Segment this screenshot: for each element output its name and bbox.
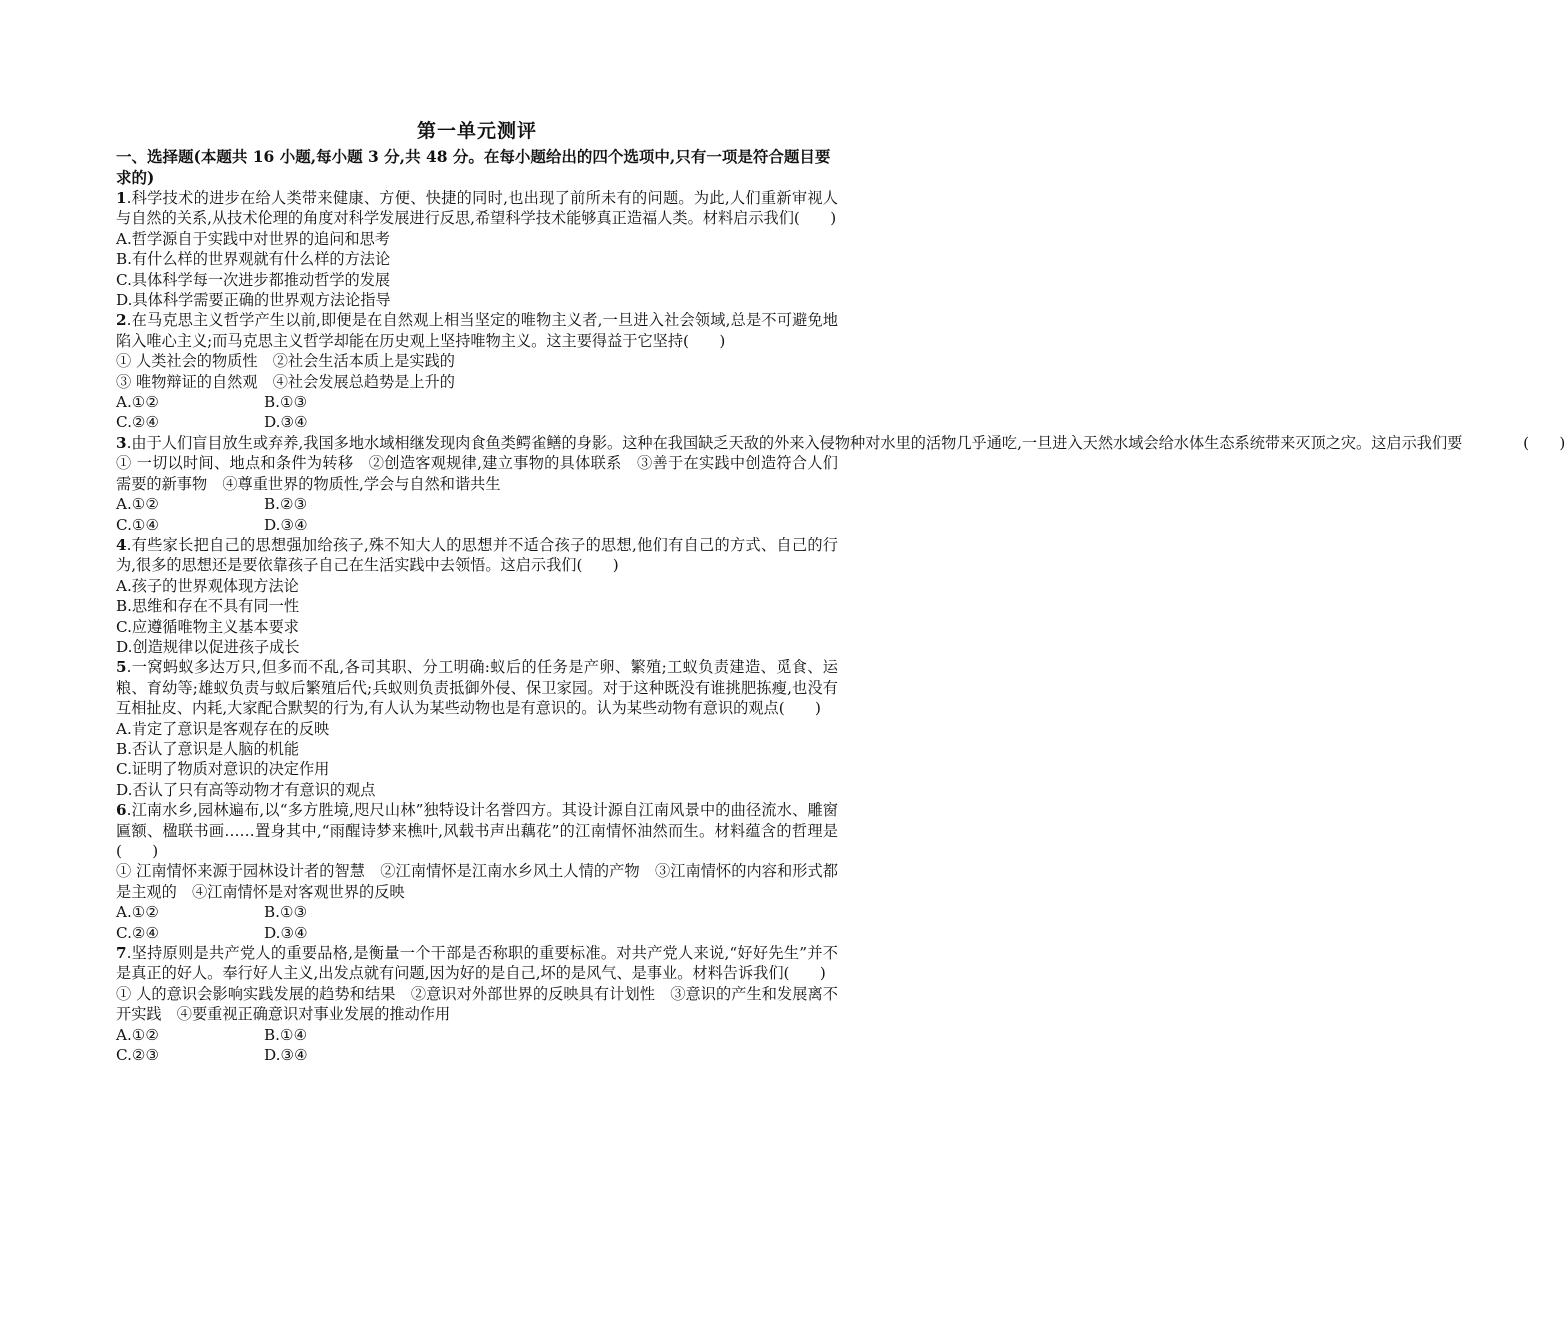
question-2 (116, 310, 838, 432)
option-b: B.②③ (264, 495, 308, 514)
option-row (116, 494, 838, 514)
question-number: 6 (116, 801, 127, 820)
option-c: C.①④ (116, 515, 160, 534)
question-stem: 5.一窝蚂蚁多达万只,但多而不乱,各司其职、分工明确:蚁后的任务是产卵、繁殖;工蚁负责建造、觅食、运粮、育幼等;雄蚁负责与蚁后繁殖后代;兵蚁则负责抵御外侵、保卫家园。对于这种既没有谁挑肥拣瘦,也没有互相扯皮、内耗,大家配合默契的行为,有人认为某些动物也是有意识的。认为某些动物有意识的观点( ) (116, 658, 838, 718)
section-heading: 一、选择题(本题共 16 小题,每小题 3 分,共 48 分。在每小题给出的四个选项中,只有一项是符合题目要求的) (116, 147, 831, 187)
question-number: 3 (116, 433, 127, 452)
option-c: C.证明了物质对意识的决定作用 (116, 760, 330, 779)
option-row (116, 392, 838, 412)
statement-line: ① 一切以时间、地点和条件为转移 ②创造客观规律,建立事物的具体联系 ③善于在实践中创造符合人们需要的新事物 ④尊重世界的物质性,学会与自然和谐共生 (116, 454, 838, 493)
question-4 (116, 535, 838, 657)
option-d: D.创造规律以促进孩子成长 (116, 637, 300, 656)
option-row (116, 902, 838, 922)
option-a: A.①② (116, 903, 160, 922)
question-stem: 7.坚持原则是共产党人的重要品格,是衡量一个干部是否称职的重要标准。对共产党人来说,“好好先生”并不是真正的好人。奉行好人主义,出发点就有问题,因为好的是自己,坏的是风气、是事业。材料告诉我们( ) (116, 944, 838, 983)
option-a: A.哲学源自于实践中对世界的追问和思考 (116, 229, 390, 248)
option-a: A.①② (116, 393, 160, 412)
question-number: 1 (116, 189, 127, 207)
option-row (116, 1025, 838, 1045)
option-row (116, 923, 838, 943)
option-b: B.思维和存在不具有同一性 (116, 597, 300, 616)
option-b: B.①④ (264, 1025, 308, 1044)
question-stem: 1.科学技术的进步在给人类带来健康、方便、快捷的同时,也出现了前所未有的问题。为此,人们重新审视人与自然的关系,从技术伦理的角度对科学发展进行反思,希望科学技术能够真正造福人类。材料启示我们( ) (116, 189, 838, 228)
statement-line: ① 人的意识会影响实践发展的趋势和结果 ②意识对外部世界的反映具有计划性 ③意识的产生和发展离不开实践 ④要重视正确意识对事业发展的推动作用 (116, 984, 838, 1024)
question-3 (116, 433, 1565, 535)
statement-line: ① 人类社会的物质性 ②社会生活本质上是实践的 (116, 352, 455, 371)
question-number: 4 (116, 535, 127, 554)
option-d: D.具体科学需要正确的世界观方法论指导 (116, 291, 391, 310)
option-c: C.②④ (116, 923, 160, 942)
statement-line: ① 江南情怀来源于园林设计者的智慧 ②江南情怀是江南水乡风土人情的产物 ③江南情怀的内容和形式都是主观的 ④江南情怀是对客观世界的反映 (116, 862, 838, 901)
question-stem: 4.有些家长把自己的思想强加给孩子,殊不知大人的思想并不适合孩子的思想,他们有自己的方式、自己的行为,很多的思想还是要依靠孩子自己在生活实践中去领悟。这启示我们( ) (116, 535, 838, 575)
question-7 (116, 943, 838, 1065)
option-row (116, 412, 838, 432)
option-c: C.②③ (116, 1046, 160, 1065)
question-number: 7 (116, 944, 127, 963)
question-1 (116, 188, 838, 310)
option-b: B.否认了意识是人脑的机能 (116, 739, 300, 758)
option-c: C.②④ (116, 413, 160, 432)
option-b: B.①③ (264, 903, 308, 922)
option-d: D.③④ (264, 413, 308, 432)
question-5 (116, 657, 838, 800)
statement-line: ③ 唯物辩证的自然观 ④社会发展总趋势是上升的 (116, 372, 455, 391)
option-row (116, 1045, 838, 1065)
page-title: 第一单元测评 (416, 120, 537, 142)
question-number: 5 (116, 658, 127, 677)
question-stem: 2.在马克思主义哲学产生以前,即便是在自然观上相当坚定的唯物主义者,一旦进入社会领域,总是不可避免地陷入唯心主义;而马克思主义哲学却能在历史观上坚持唯物主义。这主要得益于它坚持( ) (116, 311, 838, 350)
option-d: D.③④ (264, 923, 308, 942)
option-row (116, 515, 838, 535)
question-stem: 6.江南水乡,园林遍布,以“多方胜境,咫尺山林”独特设计名誉四方。其设计源自江南风景中的曲径流水、雕窗匾额、楹联书画……置身其中,“雨醒诗梦来樵叶,风载书声出藕花”的江南情怀油然而生。材料蕴含的哲理是( ) (116, 801, 838, 860)
option-c: C.应遵循唯物主义基本要求 (116, 617, 299, 636)
option-b: B.①③ (264, 393, 308, 412)
option-d: D.③④ (264, 515, 308, 534)
option-a: A.①② (116, 495, 160, 514)
question-number: 2 (116, 311, 127, 330)
option-d: D.否认了只有高等动物才有意识的观点 (116, 780, 376, 799)
document-page (116, 118, 1565, 1065)
option-b: B.有什么样的世界观就有什么样的方法论 (116, 250, 391, 269)
question-stem: 3.由于人们盲目放生或弃养,我国多地水域相继发现肉食鱼类鳄雀鳝的身影。这种在我国缺乏天敌的外来入侵物种对水里的活物几乎通吃,一旦进入天然水域会给水体生态系统带来灭顶之灾。这启示我们要 ( ) (116, 433, 1565, 452)
option-d: D.③④ (264, 1046, 308, 1065)
option-c: C.具体科学每一次进步都推动哲学的发展 (116, 270, 391, 289)
option-a: A.孩子的世界观体现方法论 (116, 576, 299, 595)
question-6 (116, 800, 838, 943)
option-a: A.①② (116, 1025, 160, 1044)
option-a: A.肯定了意识是客观存在的反映 (116, 719, 330, 738)
